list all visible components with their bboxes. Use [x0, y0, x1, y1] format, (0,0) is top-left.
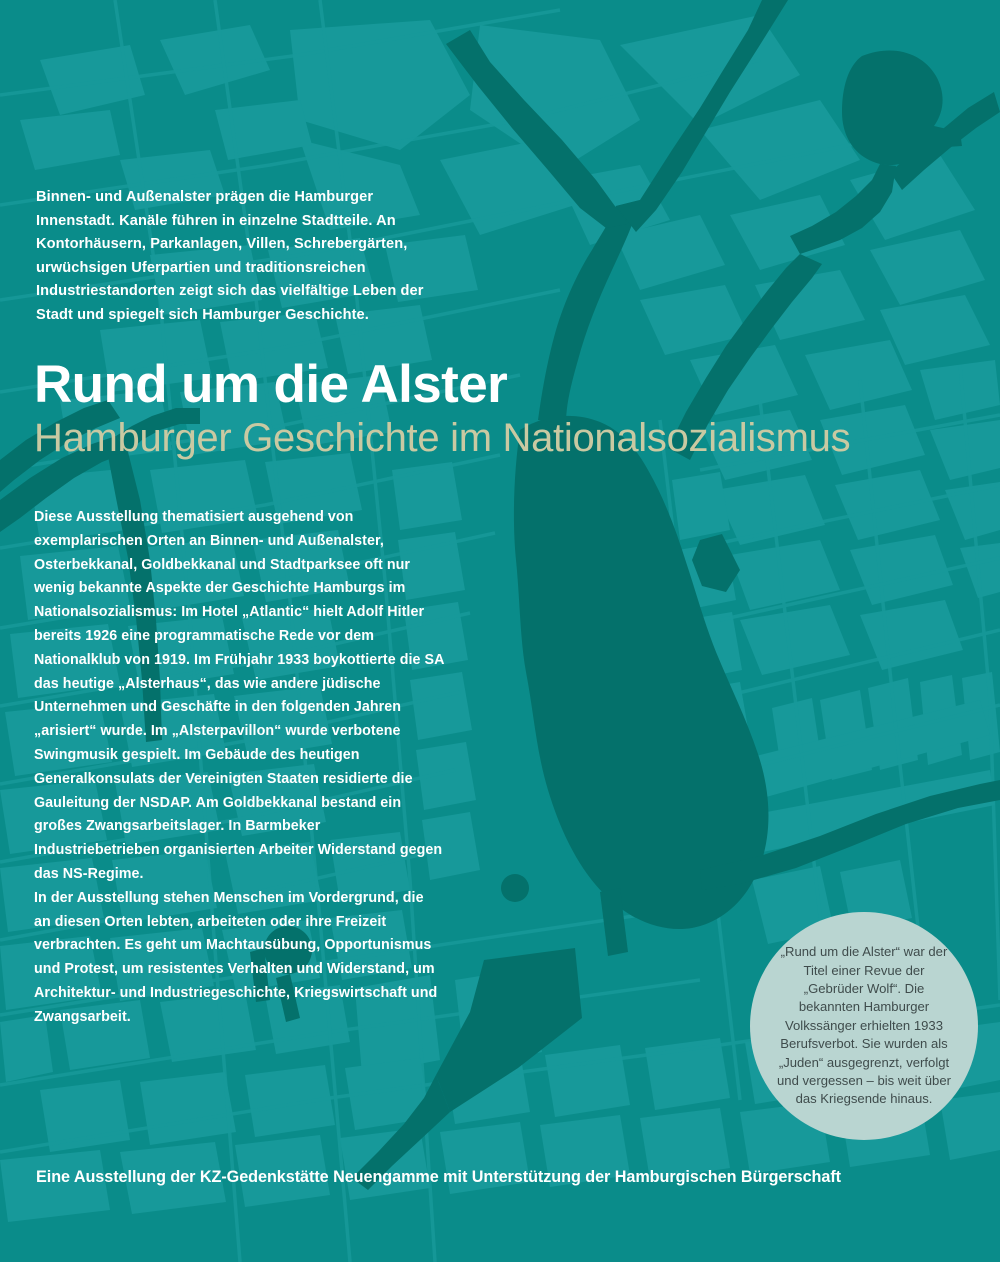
- circle-callout-text: „Rund um die Alster“ war der Titel einer Revue der „Gebrüder Wolf“. Die bekannten Hamburger Volkssänger erhielten 1933 Berufsverbot. Sie wurden als „Juden“ ausgegrenzt, verfolgt und vergessen – bis weit über das Kriegsende hinaus.: [777, 944, 951, 1107]
- page-subtitle: Hamburger Geschichte im Nationalsozialismus: [34, 416, 851, 460]
- circle-callout: [750, 912, 978, 1140]
- body-text: [34, 506, 444, 1030]
- intro-paragraph: Binnen- und Außenalster prägen die Hamburger Innenstadt. Kanäle führen in einzelne Stadtteile. An Kontorhäusern, Parkanlagen, Villen, Schrebergärten, urwüchsigen Uferpartien und traditionsreichen Industriestandorten zeigt sich das vielfältige Leben der Stadt und spiegelt sich Hamburger Geschichte.: [36, 189, 424, 323]
- body-paragraph-2: In der Ausstellung stehen Menschen im Vordergrund, die an diesen Orten lebten, arbeiteten oder ihre Freizeit verbrachten. Es geht um Machtausübung, Opportunismus und Protest, um resistentes Verhalten und Widerstand, um Architektur- und Industriegeschichte, Kriegswirtschaft und Zwangsarbeit.: [34, 889, 438, 1025]
- footer-credit: Eine Ausstellung der KZ-Gedenkstätte Neuengamme mit Unterstützung der Hamburgischen Bürgerschaft: [36, 1168, 842, 1186]
- page-title: Rund um die Alster: [34, 355, 508, 414]
- body-paragraph-1: Diese Ausstellung thematisiert ausgehend von exemplarischen Orten an Binnen- und Außenalster, Osterbekkanal, Goldbekkanal und Stadtparksee oft nur wenig bekannte Aspekte der Geschichte Hamburgs im Nationalsozialismus: Im Hotel „Atlantic“ hielt Adolf Hitler bereits 1926 eine programmatische Rede vor dem Nationalklub von 1919. Im Frühjahr 1933 boykottierte die SA das heutige „Alsterhaus“, das wie andere jüdische Unternehmen und Geschäfte in den folgenden Jahren „arisiert“ wurde. Im „Alsterpavillon“ wurde verbotene Swingmusik gespielt. Im Gebäude des heutigen Generalkonsulats der Vereinigten Staaten residierte die Gauleitung der NSDAP. Am Goldbekkanal bestand ein großes Zwangsarbeitslager. In Barmbeker Industriebetrieben organisierten Arbeiter Widerstand gegen das NS-Regime.: [34, 509, 444, 882]
